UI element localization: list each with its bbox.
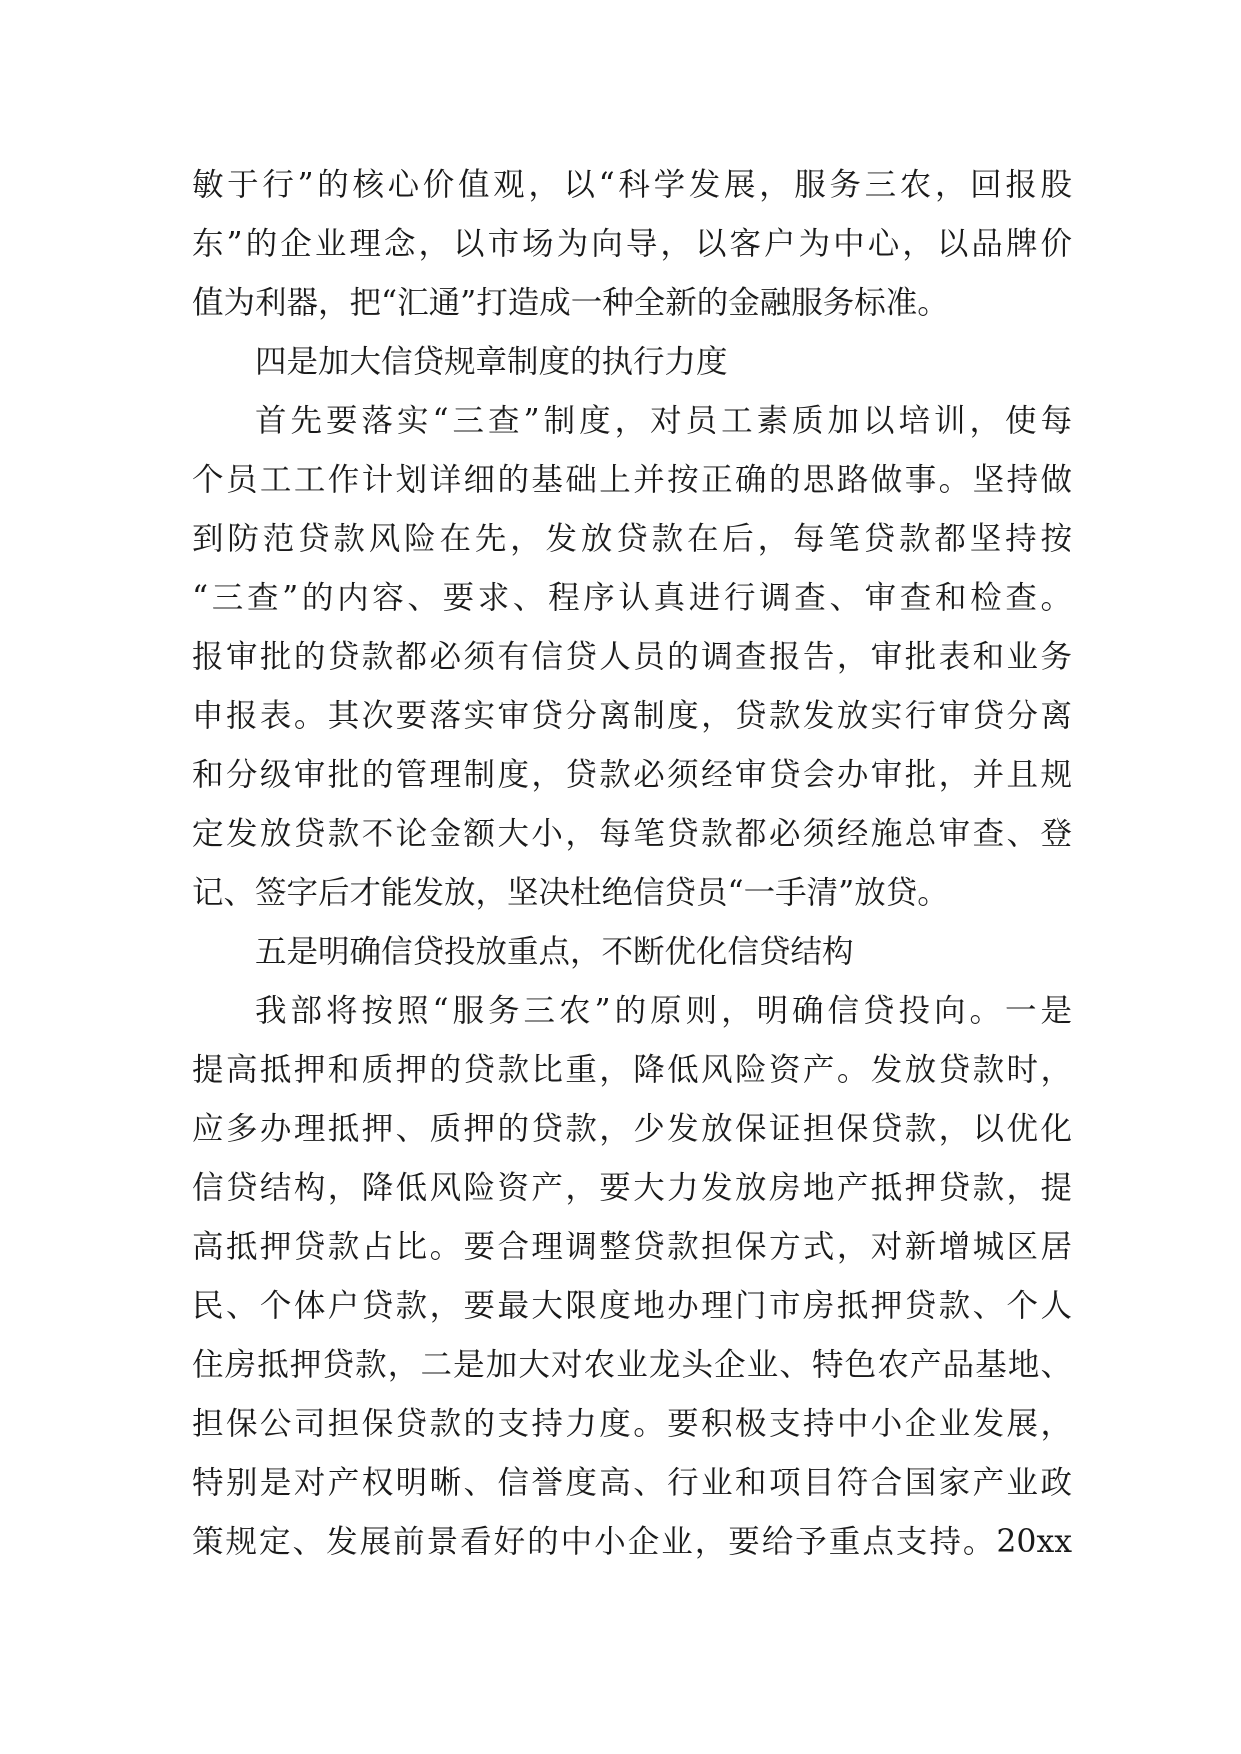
paragraph-line: 民、个体户贷款，要最大限度地办理门市房抵押贷款、个人 [192,1288,1072,1324]
section-heading: 五是明确信贷投放重点，不断优化信贷结构 [255,934,854,970]
paragraph-line: 首先要落实“三查”制度，对员工素质加以培训，使每 [255,403,1072,439]
paragraph-line: 定发放贷款不论金额大小，每笔贷款都必须经施总审查、登 [192,816,1072,852]
paragraph-line: 特别是对产权明晰、信誉度高、行业和项目符合国家产业政 [192,1465,1072,1501]
section-heading: 四是加大信贷规章制度的执行力度 [255,344,728,380]
paragraph-line: 敏于行”的核心价值观，以“科学发展，服务三农，回报股 [192,167,1072,203]
paragraph-line: 应多办理抵押、质押的贷款，少发放保证担保贷款，以优化 [192,1111,1072,1147]
paragraph-line: 东”的企业理念，以市场为向导，以客户为中心，以品牌价 [192,226,1072,262]
paragraph-line: 记、签字后才能发放，坚决杜绝信贷员“一手清”放贷。 [192,875,949,911]
document-body [192,156,1072,1572]
paragraph-line: 值为利器，把“汇通”打造成一种全新的金融服务标准。 [192,285,949,321]
paragraph-line: 住房抵押贷款，二是加大对农业龙头企业、特色农产品基地、 [192,1347,1072,1383]
paragraph-line: 个员工工作计划详细的基础上并按正确的思路做事。坚持做 [192,462,1072,498]
paragraph-line: 到防范贷款风险在先，发放贷款在后，每笔贷款都坚持按 [192,521,1072,557]
paragraph-line: 策规定、发展前景看好的中小企业，要给予重点支持。20xx [192,1524,1072,1560]
paragraph-line: 和分级审批的管理制度，贷款必须经审贷会办审批，并且规 [192,757,1072,793]
paragraph-line: “三查”的内容、要求、程序认真进行调查、审查和检查。 [192,580,1072,616]
paragraph-line: 高抵押贷款占比。要合理调整贷款担保方式，对新增城区居 [192,1229,1072,1265]
paragraph-line: 信贷结构，降低风险资产，要大力发放房地产抵押贷款，提 [192,1170,1072,1206]
paragraph-line: 提高抵押和质押的贷款比重，降低风险资产。发放贷款时， [192,1052,1072,1088]
paragraph-line: 申报表。其次要落实审贷分离制度，贷款发放实行审贷分离 [192,698,1072,734]
paragraph-line: 报审批的贷款都必须有信贷人员的调查报告，审批表和业务 [192,639,1072,675]
paragraph-line: 我部将按照“服务三农”的原则，明确信贷投向。一是 [255,993,1072,1029]
paragraph-line: 担保公司担保贷款的支持力度。要积极支持中小企业发展， [192,1406,1072,1442]
